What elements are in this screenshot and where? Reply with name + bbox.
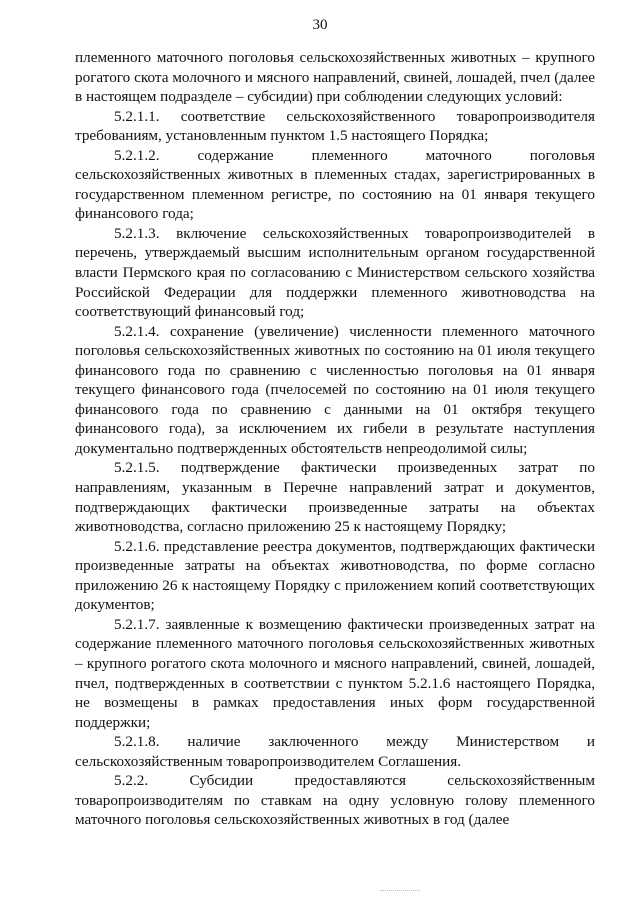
paragraph-5-2-1-2: 5.2.1.2. содержание племенного маточного поголовья сельскохозяйственных животных в племенных стадах, зарегистрированных в государственном племенном регистре, по состоянию на 01 января текущего финансового года; [75,146,595,223]
paragraph-5-2-2: 5.2.2. Субсидии предоставляются сельскохозяйственным товаропроизводителям по ставкам на одну условную голову племенного маточного поголовья сельскохозяйственных животных в год (далее [75,772,595,829]
paragraph-5-2-1-4: 5.2.1.4. сохранение (увеличение) численности племенного маточного поголовья сельскохозяйственных животных по состоянию на 01 июля текущего финансового года по сравнению с численностью поголовья на 01 января текущего финансового года (пчелосемей по состоянию на 01 июля текущего финансового года по сравнению с данными на 01 октября текущего финансового года), за исключением их гибели в результате наступления документально подтвержденных обстоятельств непреодолимой силы; [75,322,595,457]
footer-divider [380,890,420,892]
paragraph-5-2-1-8: 5.2.1.8. наличие заключенного между Министерством и сельскохозяйственным товаропроизводителем Соглашения. [75,733,595,770]
paragraph-5-2-1-7: 5.2.1.7. заявленные к возмещению фактически произведенных затрат на содержание племенного маточного поголовья сельскохозяйственных животных – крупного рогатого скота молочного и мясного направлений, свиней, лошадей, пчел, подтвержденных в соответствии с пунктом 5.2.1.6 настоящего Порядка, не возмещены в рамках предоставления иных форм государственной поддержки; [75,615,595,731]
paragraph-5-2-1-3: 5.2.1.3. включение сельскохозяйственных товаропроизводителей в перечень, утверждаемый высшим исполнительным органом государственной власти Пермского края по согласованию с Министерством сельского хозяйства Российской Федерации для поддержки племенного животноводства на соответствующий финансовый год; [75,224,595,321]
document-body [75,48,595,830]
paragraph-5-2-1-6: 5.2.1.6. представление реестра документов, подтверждающих фактически произведенные затраты на объектах животноводства, по форме согласно приложению 26 к настоящему Порядку с приложением копий соответствующих документов; [75,537,595,614]
paragraph-5-2-1-1: 5.2.1.1. соответствие сельскохозяйственного товаропроизводителя требованиям, установленным пунктом 1.5 настоящего Порядка; [75,107,595,145]
page-number: 30 [312,17,328,33]
paragraph-intro: племенного маточного поголовья сельскохозяйственных животных – крупного рогатого скота молочного и мясного направлений, свиней, лошадей, пчел (далее в настоящем подразделе – субсидии) при соблюдении следующих условий: [75,49,595,106]
paragraph-5-2-1-5: 5.2.1.5. подтверждение фактически произведенных затрат по направлениям, указанным в Перечне направлений затрат и документов, подтверждающих фактически произведенные затраты на объектах животноводства, согласно приложению 25 к настоящему Порядку; [75,459,595,536]
